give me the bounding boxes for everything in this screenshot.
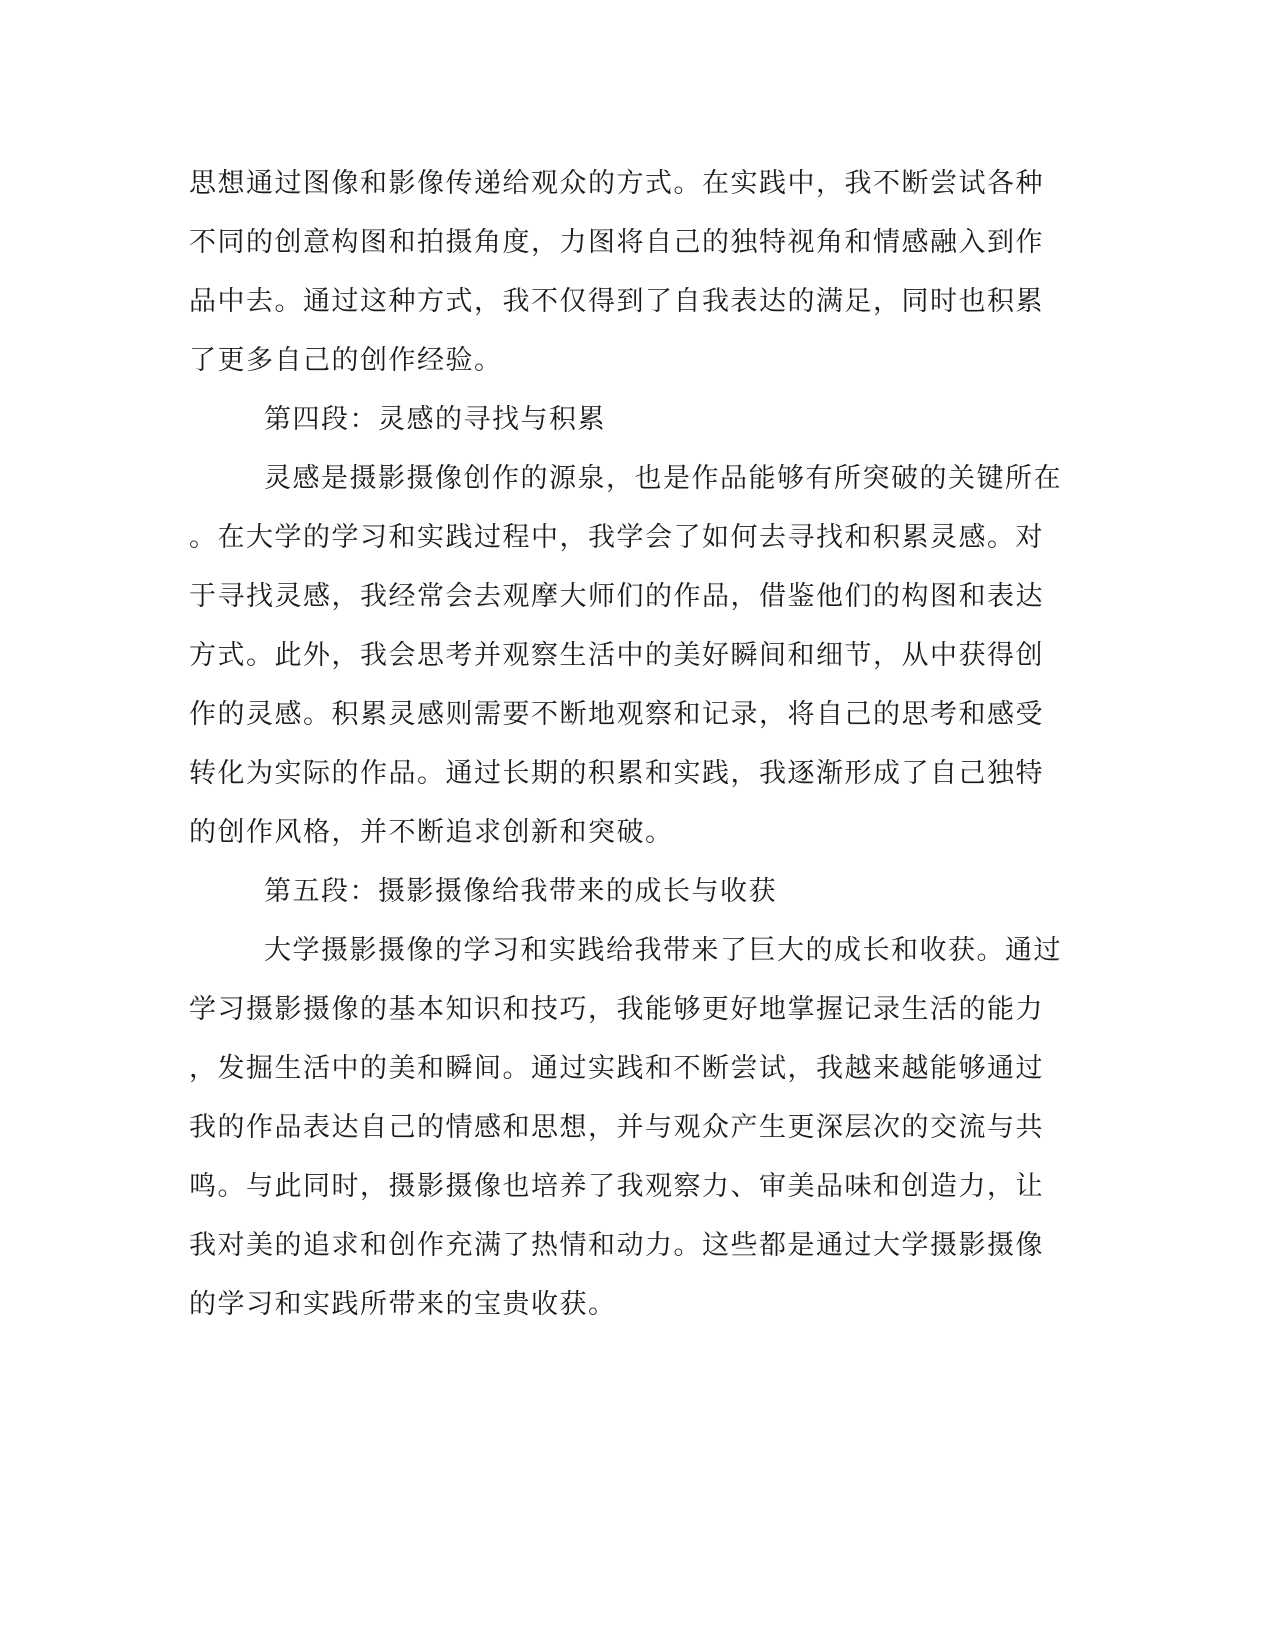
paragraph-5-line-5: 鸣。与此同时，摄影摄像也培养了我观察力、审美品味和创造力，让 xyxy=(189,1171,1044,1202)
paragraph-3-line-2: 不同的创意构图和拍摄角度，力图将自己的独特视角和情感融入到作 xyxy=(189,227,1044,258)
paragraph-4-line-4: 方式。此外，我会思考并观察生活中的美好瞬间和细节，从中获得创 xyxy=(189,640,1044,671)
paragraph-5-line-2: 学习摄影摄像的基本知识和技巧，我能够更好地掌握记录生活的能力 xyxy=(189,994,1044,1025)
paragraph-5-line-6: 我对美的追求和创作充满了热情和动力。这些都是通过大学摄影摄像 xyxy=(189,1230,1044,1261)
paragraph-3-line-4: 了更多自己的创作经验。 xyxy=(189,345,503,376)
section-heading-4: 第四段：灵感的寻找与积累 xyxy=(264,404,606,435)
paragraph-4-line-3: 于寻找灵感，我经常会去观摩大师们的作品，借鉴他们的构图和表达 xyxy=(189,581,1044,612)
paragraph-5-line-7: 的学习和实践所带来的宝贵收获。 xyxy=(189,1289,617,1320)
section-heading-5: 第五段：摄影摄像给我带来的成长与收获 xyxy=(264,876,777,907)
paragraph-3-line-3: 品中去。通过这种方式，我不仅得到了自我表达的满足，同时也积累 xyxy=(189,286,1044,317)
paragraph-4-line-1: 灵感是摄影摄像创作的源泉，也是作品能够有所突破的关键所在 xyxy=(264,463,1062,494)
paragraph-4-line-7: 的创作风格，并不断追求创新和突破。 xyxy=(189,817,674,848)
paragraph-5-line-1: 大学摄影摄像的学习和实践给我带来了巨大的成长和收获。通过 xyxy=(264,935,1062,966)
paragraph-5-line-4: 我的作品表达自己的情感和思想，并与观众产生更深层次的交流与共 xyxy=(189,1112,1044,1143)
paragraph-5-line-3: ，发掘生活中的美和瞬间。通过实践和不断尝试，我越来越能够通过 xyxy=(189,1053,1044,1084)
paragraph-4-line-5: 作的灵感。积累灵感则需要不断地观察和记录，将自己的思考和感受 xyxy=(189,699,1044,730)
paragraph-4-line-2: 。在大学的学习和实践过程中，我学会了如何去寻找和积累灵感。对 xyxy=(189,522,1044,553)
paragraph-4-line-6: 转化为实际的作品。通过长期的积累和实践，我逐渐形成了自己独特 xyxy=(189,758,1044,789)
paragraph-3-line-1: 思想通过图像和影像传递给观众的方式。在实践中，我不断尝试各种 xyxy=(189,168,1044,199)
